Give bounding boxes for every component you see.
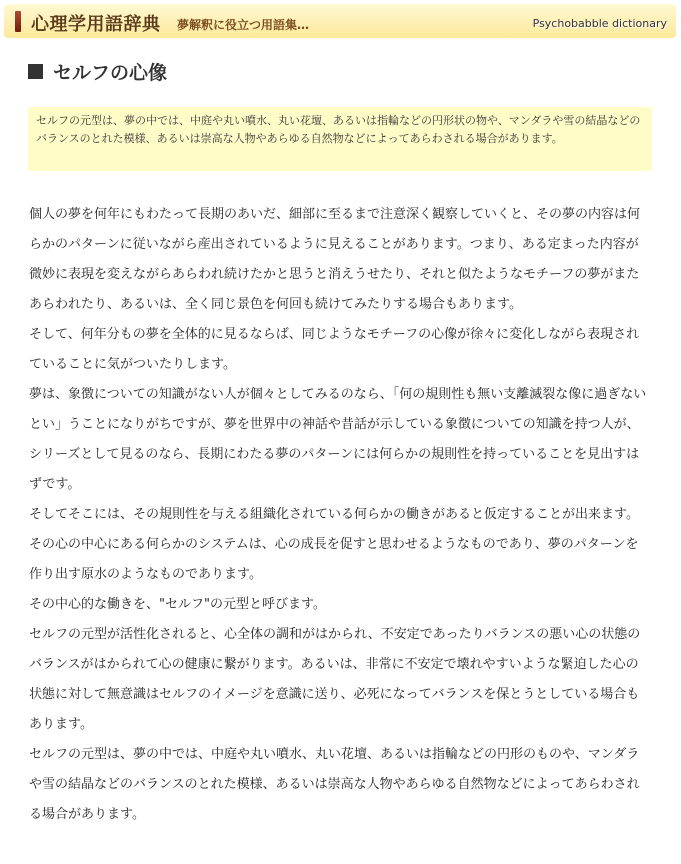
page-title bbox=[28, 58, 167, 85]
summary-text: セルフの元型は、夢の中では、中庭や丸い噴水、丸い花壇、あるいは指輪などの円形状の物や、マンダラや雪の結晶などのバランスのとれた模様、あるいは崇高な人物やあらゆる自然物などによってあらわされる場合があります。 bbox=[36, 114, 641, 145]
page-title-text: セルフの心像 bbox=[53, 62, 168, 84]
square-bullet-icon bbox=[28, 64, 43, 79]
paragraph: そして、何年分もの夢を全体的に見るならば、同じようなモチーフの心像が徐々に変化しながら表現されていることに気がついたりします。 bbox=[29, 327, 640, 372]
paragraph: その中心的な働きを、"セルフ"の元型と呼びます。 bbox=[29, 597, 326, 612]
paragraph: 夢は、象徴についての知識がない人が個々としてみるのなら、「何の規則性も無い支離滅裂な像に過ぎないとい」うことになりがちですが、夢を世界中の神話や昔話が示している象徴についての知識を持つ人が、シリーズとして見るのなら、長期にわたる夢のパターンには何らかの規則性を持っていることを見出すはずです。 bbox=[29, 387, 647, 492]
site-header bbox=[4, 4, 676, 38]
paragraph: 個人の夢を何年にもわたって長期のあいだ、細部に至るまで注意深く観察していくと、その夢の内容は何らかのパターンに従いながら産出されているように見えることがあります。つまり、ある定まった内容が微妙に表現を変えながらあらわれ続けたかと思うと消えうせたり、それと似たようなモチーフの夢がまたあらわれたり、あるいは、全く同じ景色を何回も続けてみたりする場合もあります。 bbox=[29, 207, 641, 312]
paragraph: セルフの元型は、夢の中では、中庭や丸い噴水、丸い花壇、あるいは指輪などの円形のものや、マンダラや雪の結晶などのバランスのとれた模様、あるいは崇高な人物やあらゆる自然物などによってあらわされる場合があります。 bbox=[29, 747, 640, 822]
paragraph: セルフの元型が活性化されると、心全体の調和がはかられ、不安定であったりバランスの悪い心の状態のバランスがはかられて心の健康に繋がります。あるいは、非常に不安定で壊れやすいような緊迫した心の状態に対して無意識はセルフのイメージを意識に送り、必死になってバランスを保とうとしている場合もあります。 bbox=[29, 627, 641, 732]
article-body bbox=[29, 200, 651, 830]
header-bar-icon bbox=[15, 11, 21, 32]
site-title[interactable]: 心理学用語辞典 bbox=[31, 14, 161, 35]
site-name-en: Psychobabble dictionary bbox=[532, 17, 667, 30]
paragraph: そしてそこには、その規則性を与える組織化されている何らかの働きがあると仮定することが出来ます。その心の中心にある何らかのシステムは、心の成長を促すと思わせるようなものであり、夢のパターンを作り出す原水のようなものであります。 bbox=[29, 507, 639, 582]
summary-box bbox=[28, 107, 652, 171]
site-subtitle: 夢解釈に役立つ用語集… bbox=[177, 18, 310, 32]
